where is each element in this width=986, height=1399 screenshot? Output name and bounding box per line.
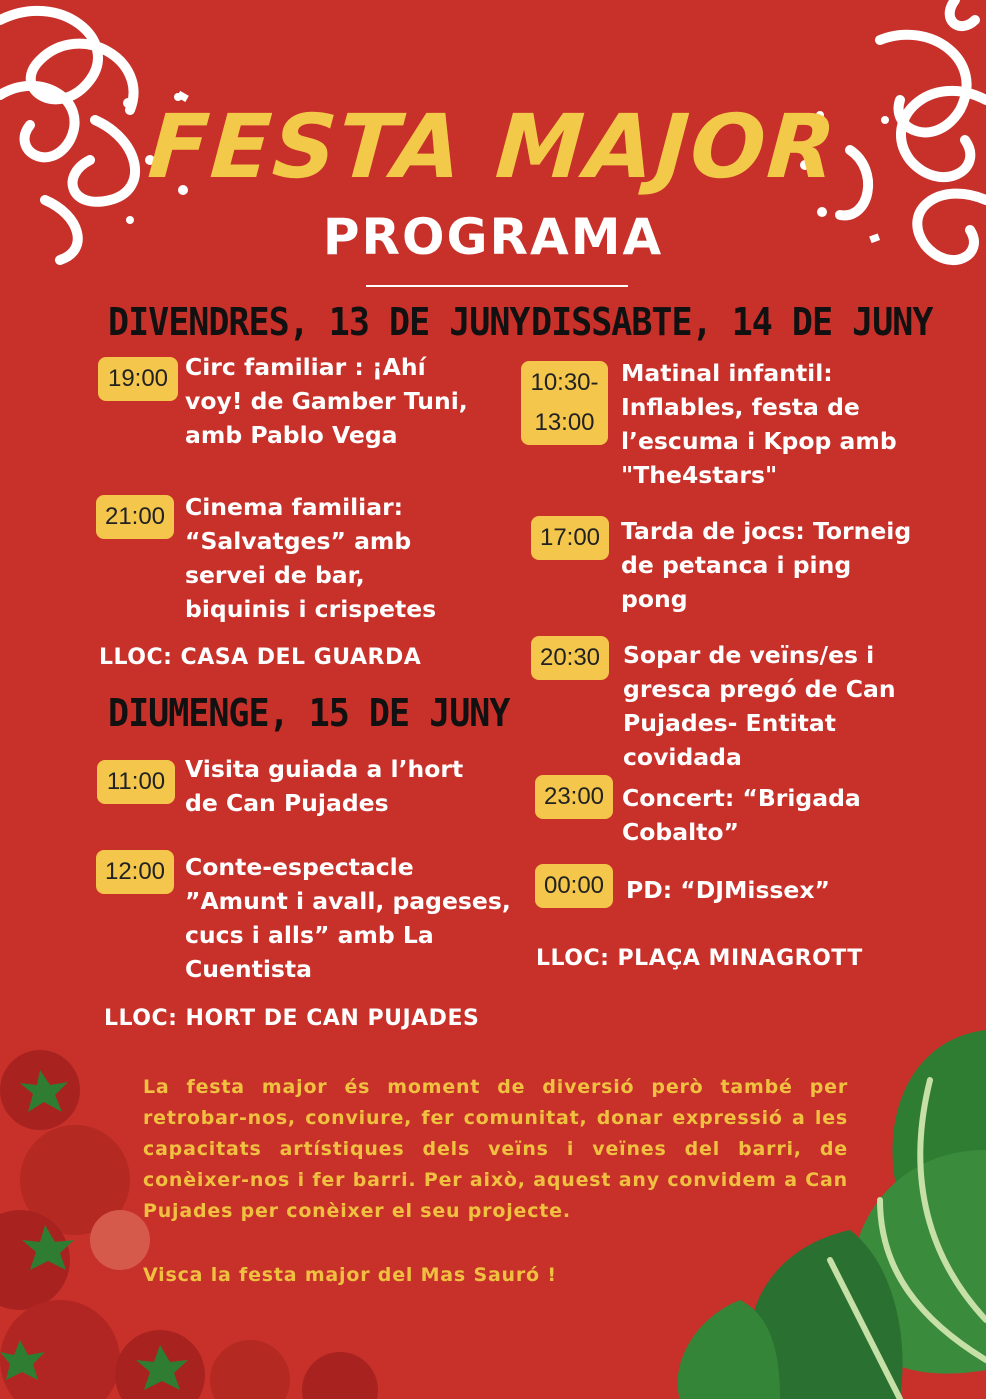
saturday-event-1-time-start: 10:30- (530, 369, 599, 396)
saturday-event-4-desc: Concert: “Brigada Cobalto” (622, 784, 861, 846)
sunday-event-2-desc: Conte-espectacle ”Amunt i avall, pageses, cucs i alls” amb La Cuentista (185, 853, 511, 983)
page-subtitle: PROGRAMA (322, 208, 664, 266)
closing-cheer: Visca la festa major del Mas Sauró ! (143, 1264, 557, 1286)
sunday-heading: DIUMENGE, 15 DE JUNY (108, 692, 510, 736)
saturday-heading: DISSABTE, 14 DE JUNY (531, 301, 933, 345)
saturday-event-3-desc: Sopar de veïns/es i gresca pregó de Can Pujades- Entitat covidada (623, 641, 896, 771)
saturday-event-2-time: 17:00 (531, 516, 609, 560)
friday-event-1-desc: Circ familiar : ¡Ahí voy! de Gamber Tuni, amb Pablo Vega (185, 353, 468, 449)
saturday-venue: LLOC: PLAÇA MINAGROTT (536, 946, 863, 971)
saturday-event-3-time: 20:30 (531, 636, 609, 680)
saturday-event-1-time (521, 361, 608, 445)
sunday-event-1-desc: Visita guiada a l’hort de Can Pujades (185, 755, 464, 817)
saturday-event-1-time-end: 13:00 (534, 409, 595, 436)
sunday-event-2-time: 12:00 (96, 850, 174, 894)
friday-event-1-time: 19:00 (98, 357, 178, 401)
friday-event-2-time: 21:00 (96, 495, 174, 539)
friday-event-2-desc: Cinema familiar: “Salvatges” amb servei de bar, biquinis i crispetes (185, 493, 437, 623)
closing-text (143, 1072, 848, 1291)
saturday-event-1-desc: Matinal infantil: Inflables, festa de l’escuma i Kpop amb "The4stars" (621, 359, 897, 489)
saturday-event-4-time: 23:00 (535, 775, 613, 819)
closing-paragraph: La festa major és moment de diversió però també per retrobar-nos, conviure, fer comunitat, donar expressió a les capacitats artístiques dels veïns i veïnes del barri, de conèixer-nos i fer barri. Per això, aquest any convidem a Can Pujades per conèixer el seu projecte. (143, 1076, 848, 1222)
sunday-event-1-time: 11:00 (97, 760, 175, 804)
friday-venue: LLOC: CASA DEL GUARDA (99, 645, 422, 670)
friday-heading: DIVENDRES, 13 DE JUNY (108, 301, 530, 345)
title-divider (366, 285, 628, 287)
sunday-venue: LLOC: HORT DE CAN PUJADES (104, 1006, 480, 1031)
saturday-event-5-time: 00:00 (535, 864, 613, 908)
saturday-event-2-desc: Tarda de jocs: Torneig de petanca i ping pong (621, 517, 912, 613)
saturday-event-5-desc: PD: “DJMissex” (626, 876, 830, 904)
page-title: FESTA MAJOR (145, 95, 841, 198)
